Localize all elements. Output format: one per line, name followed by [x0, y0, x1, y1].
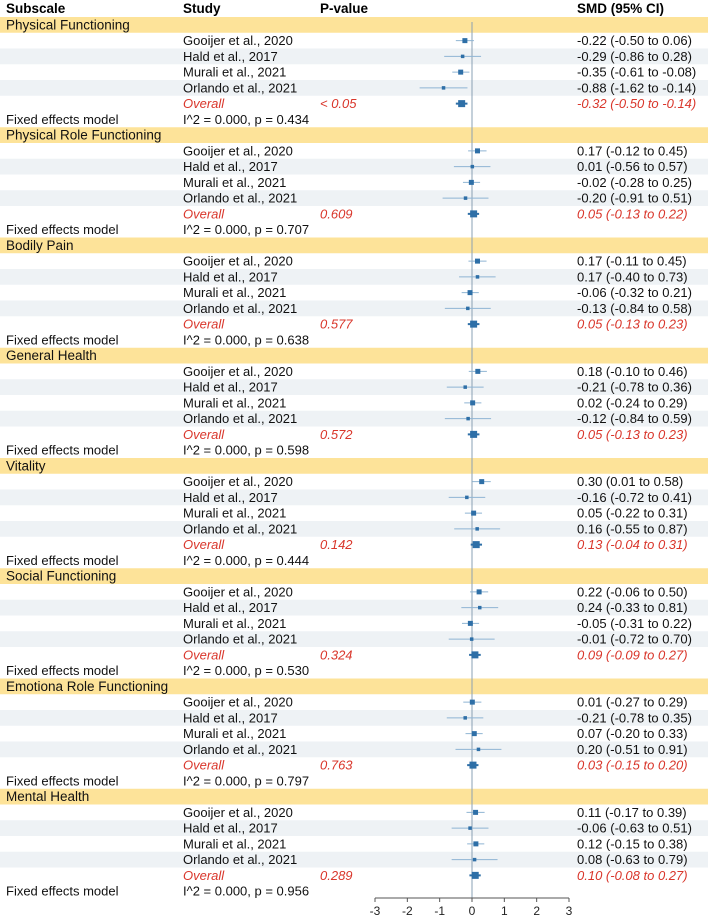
heterogeneity-stat: I^2 = 0.000, p = 0.444: [183, 552, 310, 568]
smd-label: 0.16 (-0.55 to 0.87): [577, 521, 688, 537]
subscale-band: [0, 458, 708, 474]
point-marker: [468, 290, 473, 295]
subscale-title: Vitality: [6, 458, 46, 474]
smd-label: -0.20 (-0.91 to 0.51): [577, 190, 692, 206]
smd-label: 0.18 (-0.10 to 0.46): [577, 363, 688, 379]
subscale-title: Bodily Pain: [6, 237, 74, 253]
study-name: Hald et al., 2017: [183, 379, 278, 395]
study-name: Murali et al., 2021: [183, 836, 287, 852]
overall-smd-label: 0.10 (-0.08 to 0.27): [577, 867, 688, 883]
point-marker: [458, 70, 463, 75]
point-marker: [466, 417, 470, 421]
smd-label: 0.30 (0.01 to 0.58): [577, 474, 684, 490]
study-name: Hald et al., 2017: [183, 710, 278, 726]
study-name: Gooijer et al., 2020: [183, 363, 293, 379]
overall-marker: [469, 762, 476, 769]
study-name: Hald et al., 2017: [183, 269, 278, 285]
study-name: Gooijer et al., 2020: [183, 694, 293, 710]
point-marker: [473, 841, 478, 846]
smd-label: -0.21 (-0.78 to 0.36): [577, 379, 692, 395]
point-marker: [462, 38, 467, 43]
pvalue-label: < 0.05: [320, 96, 357, 112]
subscale-title: Emotiona Role Functioning: [6, 678, 169, 694]
header-subscale: Subscale: [6, 1, 66, 16]
overall-smd-label: 0.09 (-0.09 to 0.27): [577, 647, 688, 663]
x-axis-tick-label: 3: [565, 904, 573, 918]
header-smd: SMD (95% CI): [577, 1, 665, 16]
x-axis: [370, 898, 573, 918]
smd-label: -0.29 (-0.86 to 0.28): [577, 48, 692, 64]
study-name: Hald et al., 2017: [183, 48, 278, 64]
smd-label: -0.21 (-0.78 to 0.35): [577, 710, 692, 726]
point-marker: [464, 196, 468, 200]
overall-smd-label: 0.05 (-0.13 to 0.23): [577, 426, 688, 442]
overall-marker: [470, 210, 477, 217]
study-name: Hald et al., 2017: [183, 159, 278, 175]
study-name: Hald et al., 2017: [183, 600, 278, 616]
study-name: Gooijer et al., 2020: [183, 143, 293, 159]
x-axis-tick-label: 1: [500, 904, 508, 918]
point-marker: [473, 858, 477, 862]
fixed-effects-label: Fixed effects model: [6, 111, 119, 127]
fixed-effects-label: Fixed effects model: [6, 222, 119, 238]
overall-smd-label: 0.13 (-0.04 to 0.31): [577, 537, 688, 553]
point-marker: [478, 606, 482, 610]
overall-marker: [458, 100, 465, 107]
smd-label: 0.05 (-0.22 to 0.31): [577, 505, 688, 521]
smd-label: -0.06 (-0.63 to 0.51): [577, 820, 692, 836]
point-marker: [471, 165, 475, 169]
smd-label: 0.12 (-0.15 to 0.38): [577, 836, 688, 852]
smd-label: 0.17 (-0.11 to 0.45): [577, 253, 687, 269]
overall-smd-label: -0.32 (-0.50 to -0.14): [577, 96, 697, 112]
study-name: Gooijer et al., 2020: [183, 33, 293, 49]
smd-label: -0.02 (-0.28 to 0.25): [577, 174, 692, 190]
point-marker: [475, 369, 480, 374]
overall-label: Overall: [183, 537, 225, 553]
subscale-title: Physical Role Functioning: [6, 127, 162, 143]
point-marker: [468, 621, 473, 626]
subscale-title: Mental Health: [6, 789, 90, 805]
study-name: Orlando et al., 2021: [183, 190, 298, 206]
overall-marker: [473, 541, 480, 548]
heterogeneity-stat: I^2 = 0.000, p = 0.530: [183, 663, 310, 679]
smd-label: 0.11 (-0.17 to 0.39): [577, 804, 687, 820]
study-name: Murali et al., 2021: [183, 285, 287, 301]
smd-label: -0.13 (-0.84 to 0.58): [577, 300, 692, 316]
smd-label: -0.05 (-0.31 to 0.22): [577, 615, 692, 631]
smd-label: 0.22 (-0.06 to 0.50): [577, 584, 688, 600]
study-name: Gooijer et al., 2020: [183, 584, 293, 600]
overall-marker: [470, 431, 477, 438]
smd-label: 0.20 (-0.51 to 0.91): [577, 741, 688, 757]
pvalue-label: 0.609: [320, 206, 353, 222]
point-marker: [466, 307, 470, 311]
point-marker: [472, 731, 477, 736]
smd-label: -0.12 (-0.84 to 0.59): [577, 411, 692, 427]
overall-smd-label: 0.05 (-0.13 to 0.23): [577, 316, 688, 332]
fixed-effects-label: Fixed effects model: [6, 442, 119, 458]
study-name: Gooijer et al., 2020: [183, 474, 293, 490]
column-headers: [6, 1, 664, 16]
study-name: Murali et al., 2021: [183, 174, 287, 190]
smd-label: 0.01 (-0.56 to 0.57): [577, 159, 688, 175]
fixed-effects-label: Fixed effects model: [6, 883, 119, 899]
overall-marker: [471, 651, 478, 658]
study-name: Orlando et al., 2021: [183, 300, 298, 316]
pvalue-label: 0.577: [320, 316, 353, 332]
overall-marker: [470, 321, 477, 328]
subscale-band: [0, 238, 708, 254]
smd-label: 0.01 (-0.27 to 0.29): [577, 694, 688, 710]
study-name: Orlando et al., 2021: [183, 741, 298, 757]
study-name: Gooijer et al., 2020: [183, 253, 293, 269]
overall-label: Overall: [183, 96, 225, 112]
point-marker: [468, 826, 472, 830]
study-name: Orlando et al., 2021: [183, 80, 298, 96]
study-name: Orlando et al., 2021: [183, 411, 298, 427]
fixed-effects-label: Fixed effects model: [6, 773, 119, 789]
point-marker: [463, 385, 467, 389]
subscale-title: General Health: [6, 348, 97, 364]
smd-label: -0.35 (-0.61 to -0.08): [577, 64, 697, 80]
x-axis-tick-label: -1: [434, 904, 446, 918]
pvalue-label: 0.572: [320, 426, 353, 442]
point-marker: [475, 527, 479, 531]
pvalue-label: 0.763: [320, 757, 353, 773]
point-marker: [442, 86, 446, 90]
study-name: Orlando et al., 2021: [183, 631, 298, 647]
x-axis-tick-label: 0: [468, 904, 476, 918]
heterogeneity-stat: I^2 = 0.000, p = 0.638: [183, 332, 310, 348]
x-axis-tick-label: -2: [401, 904, 413, 918]
point-marker: [477, 589, 482, 594]
overall-marker: [472, 872, 479, 879]
point-marker: [476, 275, 480, 279]
subscale-band: [0, 348, 708, 364]
overall-label: Overall: [183, 647, 225, 663]
fixed-effects-label: Fixed effects model: [6, 552, 119, 568]
pvalue-label: 0.142: [320, 537, 353, 553]
smd-label: 0.02 (-0.24 to 0.29): [577, 395, 688, 411]
point-marker: [465, 496, 469, 500]
point-marker: [475, 148, 480, 153]
overall-label: Overall: [183, 316, 225, 332]
smd-label: -0.06 (-0.32 to 0.21): [577, 285, 692, 301]
point-marker: [471, 511, 476, 516]
subscale-band: [0, 789, 708, 805]
study-name: Murali et al., 2021: [183, 395, 287, 411]
heterogeneity-stat: I^2 = 0.000, p = 0.956: [183, 883, 310, 899]
smd-label: 0.24 (-0.33 to 0.81): [577, 600, 688, 616]
overall-label: Overall: [183, 206, 225, 222]
subscale-title: Social Functioning: [6, 568, 117, 584]
point-marker: [470, 637, 474, 641]
heterogeneity-stat: I^2 = 0.000, p = 0.434: [183, 111, 310, 127]
point-marker: [475, 259, 480, 264]
study-name: Orlando et al., 2021: [183, 852, 298, 868]
heterogeneity-stat: I^2 = 0.000, p = 0.707: [183, 222, 310, 238]
smd-label: -0.01 (-0.72 to 0.70): [577, 631, 692, 647]
x-axis-tick-label: -3: [369, 904, 381, 918]
fixed-effects-label: Fixed effects model: [6, 663, 119, 679]
smd-label: 0.07 (-0.20 to 0.33): [577, 726, 688, 742]
header-pvalue: P-value: [320, 1, 369, 16]
x-axis-tick-label: 2: [533, 904, 541, 918]
smd-label: -0.22 (-0.50 to 0.06): [577, 33, 692, 49]
point-marker: [470, 700, 475, 705]
smd-label: 0.17 (-0.40 to 0.73): [577, 269, 688, 285]
point-marker: [463, 716, 467, 720]
point-marker: [473, 810, 478, 815]
header-study: Study: [183, 1, 221, 16]
smd-label: 0.08 (-0.63 to 0.79): [577, 852, 688, 868]
overall-smd-label: 0.03 (-0.15 to 0.20): [577, 757, 688, 773]
point-marker: [479, 479, 484, 484]
subscale-title: Physical Functioning: [6, 17, 130, 33]
point-marker: [477, 748, 481, 752]
study-name: Hald et al., 2017: [183, 489, 278, 505]
smd-label: -0.16 (-0.72 to 0.41): [577, 489, 692, 505]
study-name: Orlando et al., 2021: [183, 521, 298, 537]
study-name: Murali et al., 2021: [183, 615, 287, 631]
point-marker: [470, 400, 475, 405]
smd-label: -0.88 (-1.62 to -0.14): [577, 80, 697, 96]
study-name: Murali et al., 2021: [183, 505, 287, 521]
study-name: Gooijer et al., 2020: [183, 804, 293, 820]
smd-label: 0.17 (-0.12 to 0.45): [577, 143, 688, 159]
fixed-effects-label: Fixed effects model: [6, 332, 119, 348]
point-marker: [461, 55, 465, 59]
study-name: Murali et al., 2021: [183, 726, 287, 742]
overall-label: Overall: [183, 867, 225, 883]
study-name: Murali et al., 2021: [183, 64, 287, 80]
overall-label: Overall: [183, 757, 225, 773]
overall-label: Overall: [183, 426, 225, 442]
pvalue-label: 0.289: [320, 867, 353, 883]
heterogeneity-stat: I^2 = 0.000, p = 0.797: [183, 773, 310, 789]
pvalue-label: 0.324: [320, 647, 353, 663]
overall-smd-label: 0.05 (-0.13 to 0.22): [577, 206, 688, 222]
study-name: Hald et al., 2017: [183, 820, 278, 836]
point-marker: [469, 180, 474, 185]
heterogeneity-stat: I^2 = 0.000, p = 0.598: [183, 442, 310, 458]
